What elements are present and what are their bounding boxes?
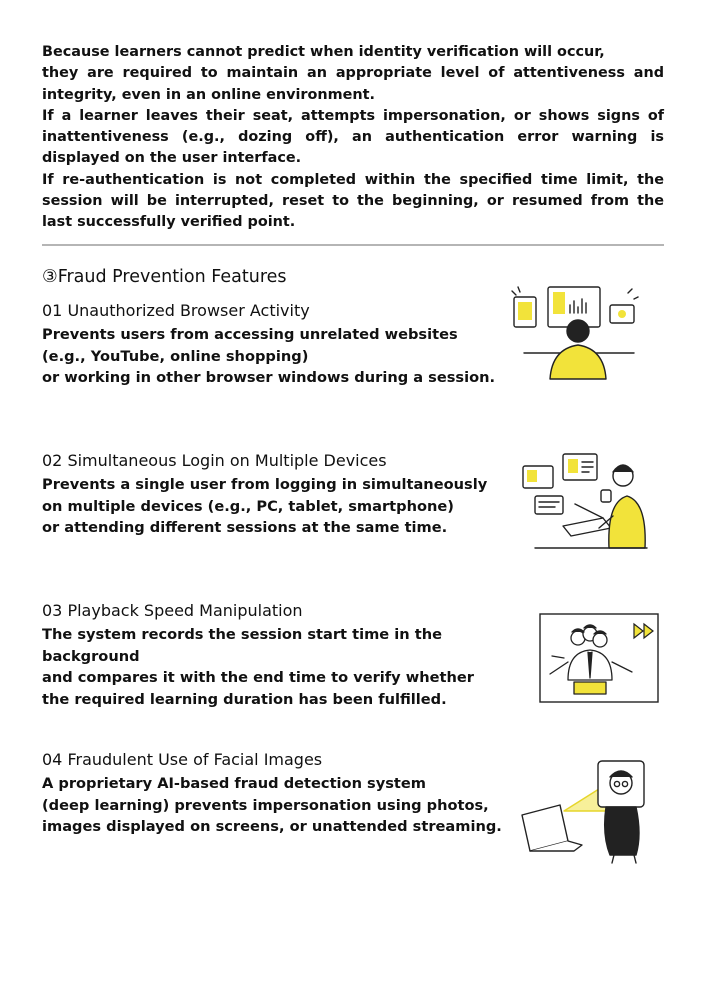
feature-heading: 04 Fraudulent Use of Facial Images bbox=[42, 750, 323, 769]
section-title: ③Fraud Prevention Features bbox=[42, 267, 287, 287]
feature-03 bbox=[42, 600, 542, 710]
intro-paragraph: If a learner leaves their seat, attempts impersonation, or shows signs of inattentiveness (e.g., dozing off), an authentication error warning is displayed on the user interface. bbox=[42, 107, 664, 167]
feature-body: Prevents a single user from logging in simultaneously on multiple devices (e.g., PC, tablet, smartphone) or attending different sessions at the same time. bbox=[42, 476, 488, 536]
face-recognition-illustration bbox=[518, 755, 648, 865]
feature-heading: 03 Playback Speed Manipulation bbox=[42, 601, 303, 620]
feature-02 bbox=[42, 450, 542, 539]
feature-body: Prevents users from accessing unrelated websites (e.g., YouTube, online shopping) or working in other browser windows during a session. bbox=[42, 326, 496, 386]
intro-text-block bbox=[42, 42, 664, 234]
feature-01 bbox=[42, 300, 542, 389]
person-at-monitor-illustration bbox=[510, 283, 640, 383]
feature-04 bbox=[42, 749, 542, 838]
intro-paragraph: they are required to maintain an appropriate level of attentiveness and integrity, even in an online environment. bbox=[42, 65, 664, 103]
feature-heading: 02 Simultaneous Login on Multiple Devices bbox=[42, 451, 387, 470]
intro-paragraph: If re-authentication is not completed within the specified time limit, the session will be interrupted, reset to the beginning, or resumed from the last successfully verified point. bbox=[42, 171, 664, 231]
section-divider bbox=[42, 244, 664, 246]
playback-speed-illustration bbox=[538, 612, 660, 704]
feature-heading: 01 Unauthorized Browser Activity bbox=[42, 301, 310, 320]
feature-body: The system records the session start time in the background and compares it with the end time to verify whether the required learning duration has been fulfilled. bbox=[42, 626, 474, 708]
intro-paragraph: Because learners cannot predict when identity verification will occur, bbox=[42, 44, 605, 60]
person-multiple-devices-illustration bbox=[515, 444, 655, 554]
feature-body: A proprietary AI-based fraud detection system (deep learning) prevents impersonation using photos, images displayed on screens, or unattended streaming. bbox=[42, 775, 502, 835]
